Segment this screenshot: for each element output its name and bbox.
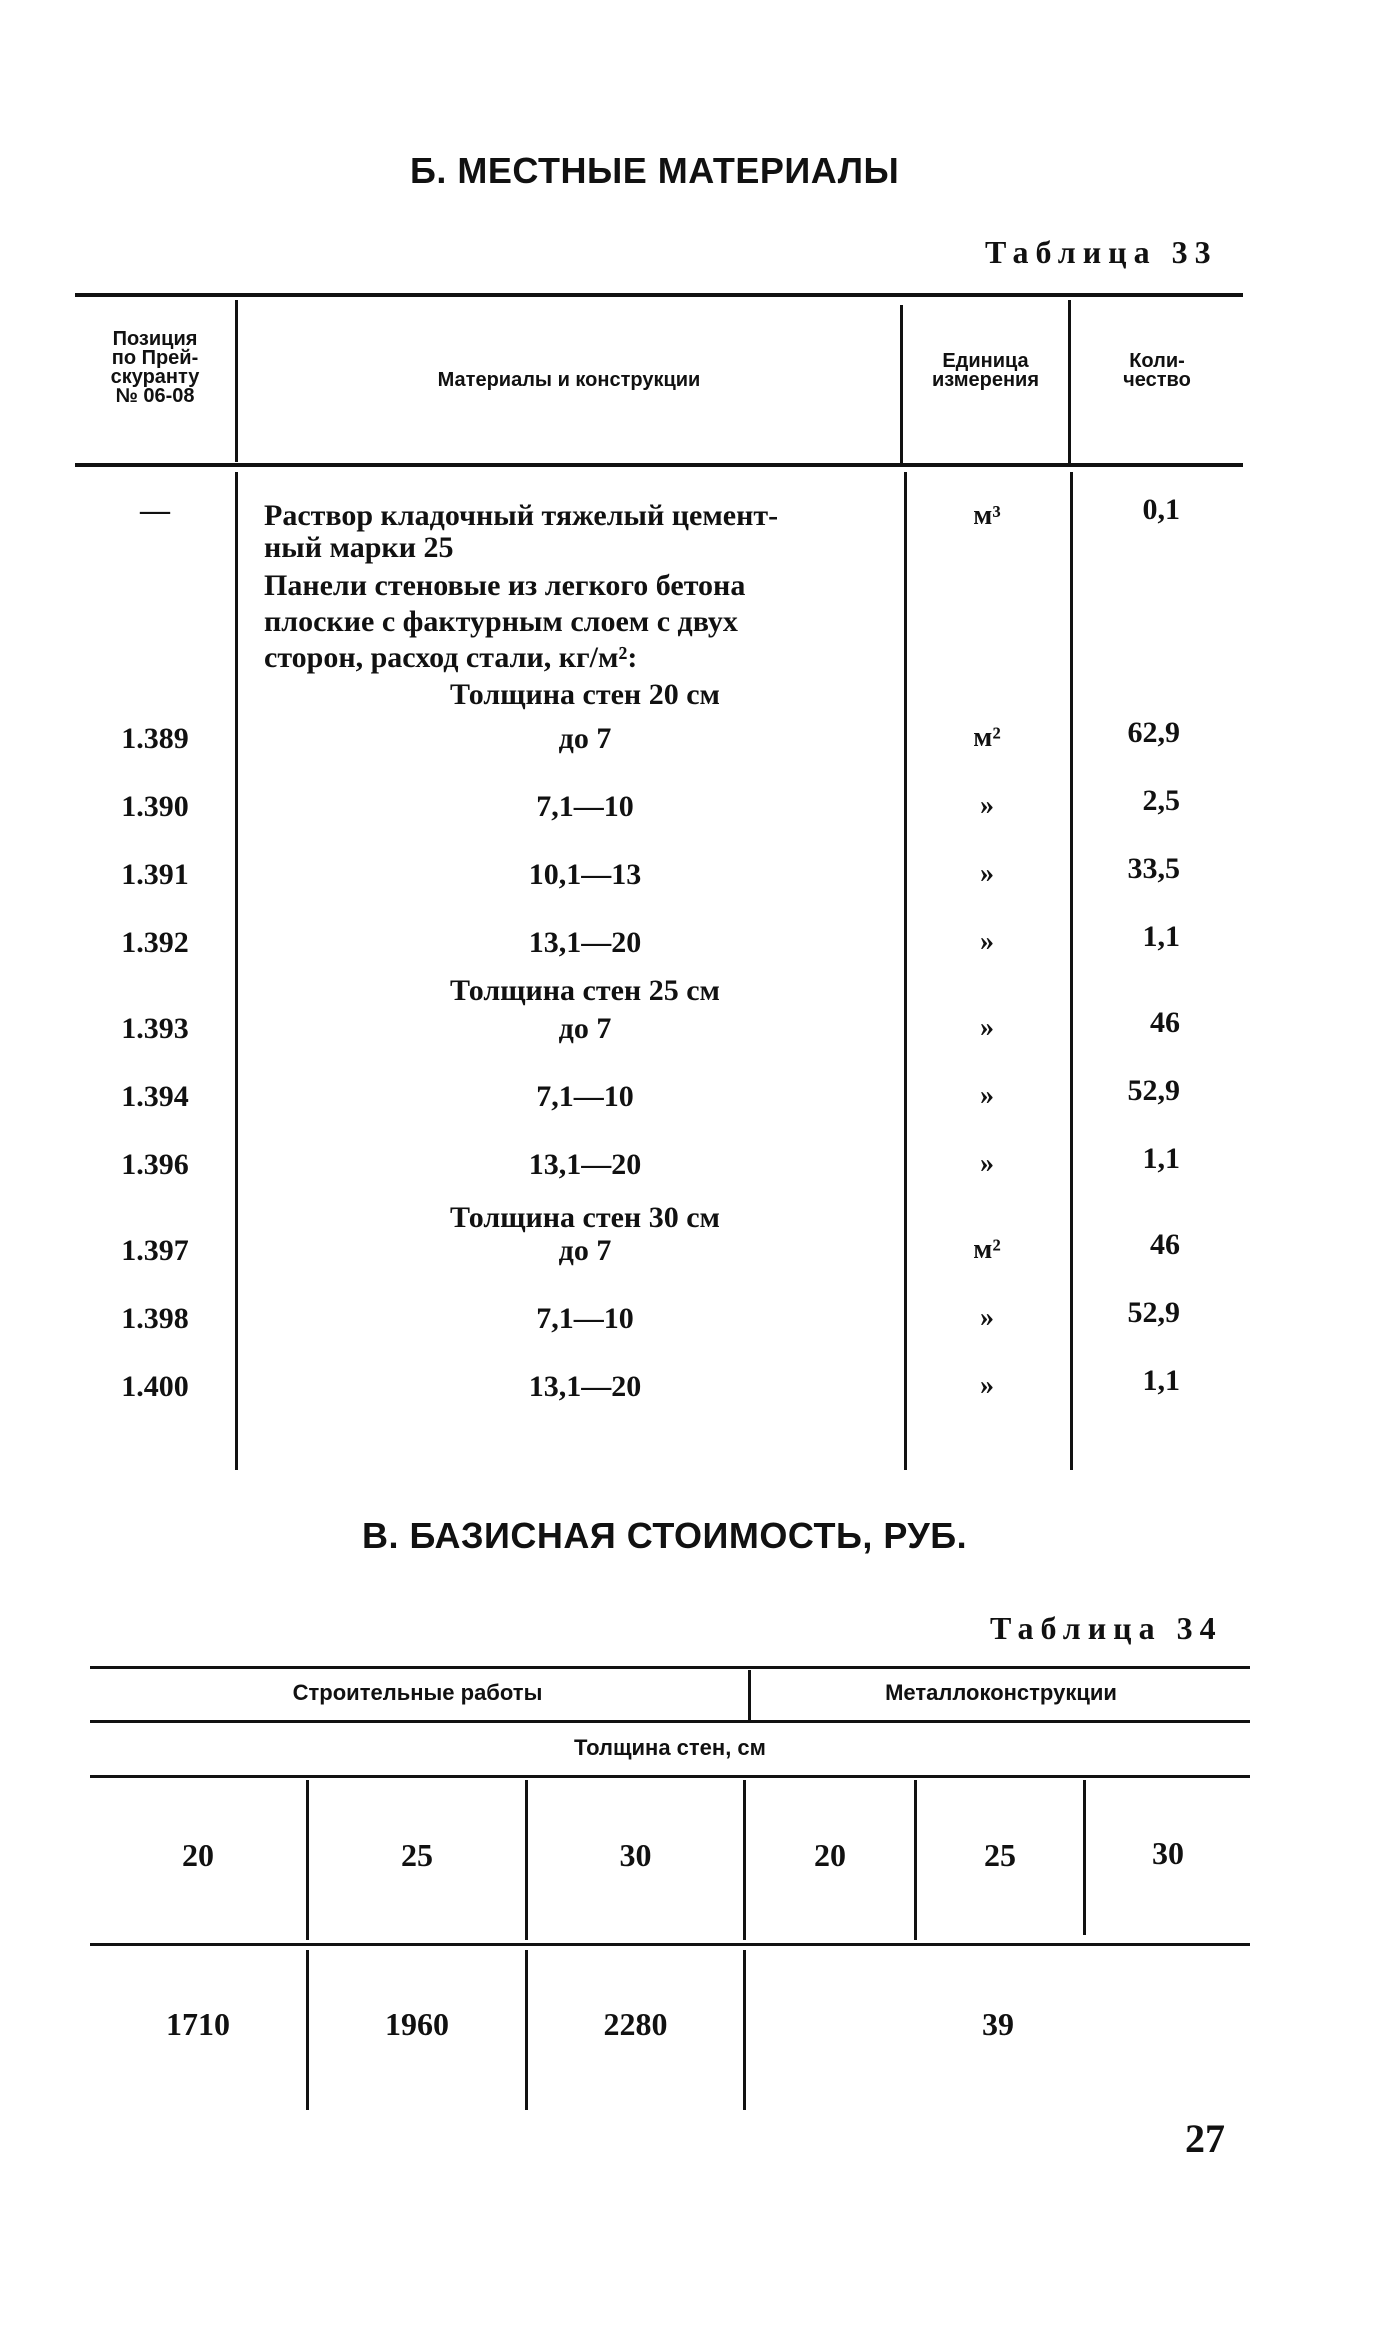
row-unit: » — [980, 790, 994, 821]
table-33-col-divider — [235, 472, 238, 1470]
header-quantity-line: Коли- — [1129, 350, 1185, 372]
row-unit: м² — [973, 1234, 1001, 1265]
header-position-line: по Прей- — [111, 347, 199, 369]
header-quantity — [1071, 352, 1243, 390]
row-unit: » — [980, 1080, 994, 1111]
row-quantity: 2,5 — [1142, 784, 1180, 817]
cost-value: 1960 — [385, 2006, 449, 2042]
subhead-thickness-20: Толщина стен 20 см — [450, 678, 720, 711]
subhead-thickness-30: Толщина стен 30 см — [450, 1201, 720, 1234]
row-quantity: 62,9 — [1127, 716, 1180, 749]
row-quantity: 1,1 — [1142, 1364, 1180, 1397]
row-position: 1.389 — [121, 722, 189, 755]
row-quantity: 0,1 — [1142, 493, 1180, 526]
row-unit: » — [980, 1302, 994, 1333]
description-line: Раствор кладочный тяжелый цемент- — [264, 499, 779, 532]
row-position: 1.396 — [121, 1148, 189, 1181]
header-position-line: скуранту — [110, 366, 200, 388]
header-quantity-line: чество — [1123, 369, 1191, 391]
row-description: 7,1—10 — [536, 1302, 634, 1335]
cost-value: 1710 — [166, 2006, 230, 2042]
subheader-wall-thickness: Толщина стен, см — [574, 1735, 766, 1760]
table-34-rule — [90, 1720, 1250, 1723]
group-metal-structures: Металлоконструкции — [885, 1680, 1117, 1705]
row-unit: » — [980, 1148, 994, 1179]
header-unit — [903, 352, 1068, 390]
row-quantity: 52,9 — [1127, 1074, 1180, 1107]
cost-value: 39 — [982, 2006, 1014, 2042]
header-position — [75, 330, 235, 406]
table-34-group-divider — [748, 1670, 751, 1722]
header-position-line: № 06-08 — [115, 385, 195, 407]
row-description: 13,1—20 — [528, 1370, 642, 1403]
row-position: — — [140, 494, 170, 527]
row-description: до 7 — [558, 1012, 612, 1045]
row-description: 7,1—10 — [536, 1080, 634, 1113]
description-line: плоские с фактурным слоем с двух — [264, 605, 738, 638]
thickness-30: 30 — [619, 1837, 652, 1873]
panels-description — [264, 568, 745, 676]
row-unit: » — [980, 858, 994, 889]
row-position: 1.397 — [121, 1234, 189, 1267]
table-34-top-rule — [90, 1666, 1250, 1669]
row-quantity: 33,5 — [1127, 852, 1180, 885]
row-unit: м³ — [973, 500, 1001, 531]
section-c-title: В. БАЗИСНАЯ СТОИМОСТЬ, РУБ. — [362, 1515, 968, 1556]
table-33-label: Таблица 33 — [985, 234, 1218, 270]
section-b-title: Б. МЕСТНЫЕ МАТЕРИАЛЫ — [410, 150, 900, 191]
row-position: 1.398 — [121, 1302, 189, 1335]
description-line: ный марки 25 — [264, 531, 454, 564]
row-position: 1.390 — [121, 790, 189, 823]
thickness-20: 20 — [182, 1837, 214, 1873]
cost-value: 2280 — [603, 2006, 668, 2042]
row-quantity: 1,1 — [1142, 1142, 1180, 1175]
header-unit-line: Единица — [942, 350, 1029, 372]
description-line: сторон, расход стали, кг/м²: — [264, 641, 638, 674]
row-unit: » — [980, 926, 994, 957]
thickness-25: 25 — [401, 1837, 433, 1873]
row-description: 13,1—20 — [528, 1148, 642, 1181]
table-34-label: Таблица 34 — [990, 1610, 1223, 1646]
row-unit: м² — [973, 722, 1001, 753]
row-quantity: 46 — [1150, 1006, 1180, 1039]
table-34-rule — [90, 1943, 1250, 1946]
row-description: 13,1—20 — [528, 926, 642, 959]
thickness-30: 30 — [1152, 1835, 1184, 1871]
row-unit: » — [980, 1012, 994, 1043]
group-construction-works: Строительные работы — [292, 1680, 543, 1705]
description-line: Панели стеновые из легкого бетона — [264, 569, 746, 602]
header-position-line: Позиция — [112, 328, 198, 350]
row-description: до 7 — [558, 722, 612, 755]
row-quantity: 1,1 — [1142, 920, 1180, 953]
row-description: до 7 — [558, 1234, 612, 1267]
row-description: 10,1—13 — [528, 858, 642, 891]
table-33-top-rule — [75, 293, 1243, 297]
row-quantity: 52,9 — [1127, 1296, 1180, 1329]
header-materials: Материалы и конструкции — [437, 369, 701, 391]
row-quantity: 46 — [1150, 1228, 1180, 1261]
row-description: 7,1—10 — [536, 790, 634, 823]
row-position: 1.393 — [121, 1012, 189, 1045]
row-unit: » — [980, 1370, 994, 1401]
header-unit-line: измерения — [931, 369, 1040, 391]
row-position: 1.391 — [121, 858, 189, 891]
row-position: 1.394 — [121, 1080, 189, 1113]
table-34-rule — [90, 1775, 1250, 1778]
subhead-thickness-25: Толщина стен 25 см — [450, 974, 720, 1007]
page-number: 27 — [1185, 2116, 1225, 2161]
mortar-description — [264, 500, 778, 564]
row-position: 1.392 — [121, 926, 189, 959]
thickness-25: 25 — [984, 1837, 1016, 1873]
thickness-20: 20 — [814, 1837, 846, 1873]
row-position: 1.400 — [121, 1370, 189, 1403]
